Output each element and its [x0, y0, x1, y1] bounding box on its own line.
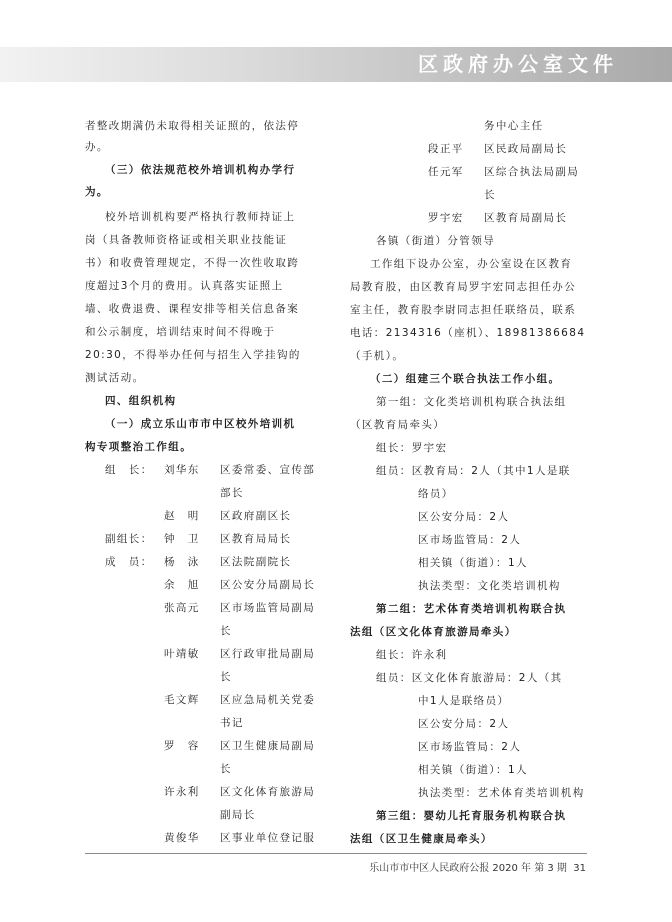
left-text-line: 墙、收费退费、课程安排等相关信息备案 [85, 303, 300, 315]
member-title: 长 [220, 763, 232, 775]
member-title: 区民政局副局长 [484, 143, 568, 155]
member-title: 部长 [220, 487, 244, 499]
header-title: 区政府办公室文件 [418, 52, 618, 76]
role-label: 副组长： [105, 533, 153, 545]
role-label: 组 长： [105, 464, 153, 476]
role-label: 成 员： [105, 556, 153, 568]
member-name: 罗宇宏 [428, 212, 464, 224]
footer-text: 乐山市市中区人民政府公报 2020 年 第 3 期 31 [369, 863, 586, 874]
section-heading: 为。 [85, 186, 109, 198]
right-text-line: 相关镇（街道）：1人 [418, 557, 528, 569]
right-text-line: 电话：2134316（座机）、18981386684 [350, 327, 586, 339]
member-title: 书记 [220, 717, 244, 729]
right-text-line: 区公安分局：2人 [418, 511, 510, 523]
member-title: 区应急局机关党委 [220, 694, 316, 706]
member-title: 长 [220, 625, 232, 637]
section-heading: （三）依法规范校外培训机构办学行 [105, 164, 296, 176]
member-title: 区文化体育旅游局 [220, 786, 316, 798]
section-heading: 四、组织机构 [105, 395, 177, 407]
member-name: 张高元 [164, 602, 200, 614]
section-heading: 第二组：艺术体育类培训机构联合执 [376, 603, 567, 615]
member-title: 区教育局副局长 [484, 212, 568, 224]
left-text-line: 测试活动。 [85, 372, 145, 384]
footer-rule [85, 853, 587, 854]
right-text-line: 室主任，教育股李尉同志担任联络员，联系 [350, 304, 577, 316]
section-heading: （二）组建三个联合执法工作小组。 [370, 373, 561, 385]
member-title: 区行政审批局副局 [220, 648, 316, 660]
left-text-line: 20:30，不得举办任何与招生入学挂钩的 [85, 349, 301, 361]
member-name: 段正平 [428, 143, 464, 155]
member-name: 毛文辉 [164, 694, 200, 706]
member-title: 区教育局局长 [220, 533, 292, 545]
right-text-line: 区公安分局：2人 [418, 718, 510, 730]
member-name: 杨 泳 [164, 556, 200, 568]
left-text-line: 和公示制度，培训结束时间不得晚于 [85, 326, 276, 338]
right-text-line: 工作组下设办公室，办公室设在区教育 [370, 258, 573, 270]
right-text-line: 各镇（街道）分管领导 [376, 235, 495, 247]
member-title: 务中心主任 [484, 120, 544, 132]
left-text-line: 校外培训机构要严格执行教师持证上 [105, 211, 296, 223]
member-title: 区综合执法局副局 [484, 166, 580, 178]
right-text-line: 区市场监管局：2人 [418, 741, 522, 753]
section-heading: 法组（区卫生健康局牵头） [350, 833, 493, 845]
member-title: 区公安分局副局长 [220, 579, 316, 591]
left-text-line: 办。 [85, 141, 109, 153]
left-text-line: 书）和收费管理规定，不得一次性收取跨 [85, 257, 300, 269]
section-heading: （一）成立乐山市市中区校外培训机 [105, 418, 296, 430]
right-text-line: （手机）。 [350, 350, 405, 362]
left-text-line: 者整改期满仍未取得相关证照的，依法停 [85, 120, 300, 132]
member-title: 区法院副院长 [220, 556, 292, 568]
member-name: 叶靖敏 [164, 648, 200, 660]
member-name: 钟 卫 [164, 533, 200, 545]
section-heading: 法组（区文化体育旅游局牵头） [350, 626, 517, 638]
right-text-line: 中1人是联络员） [418, 695, 510, 707]
member-title: 区事业单位登记服 [220, 832, 316, 844]
member-name: 刘华东 [164, 464, 200, 476]
member-name: 任元军 [428, 166, 464, 178]
right-text-line: 局教育股，由区教育局罗宇宏同志担任办公 [350, 281, 577, 293]
member-title: 长 [484, 189, 496, 201]
right-text-line: （区教育局牵头） [350, 419, 446, 431]
member-title: 区卫生健康局副局 [220, 740, 316, 752]
member-title: 长 [220, 671, 232, 683]
member-name: 余 旭 [164, 579, 200, 591]
right-text-line: 第一组：文化类培训机构联合执法组 [376, 396, 567, 408]
right-text-line: 组员：区文化体育旅游局：2人（其 [376, 672, 563, 684]
right-text-line: 相关镇（街道）：1人 [418, 764, 528, 776]
member-name: 赵 明 [164, 510, 200, 522]
right-text-line: 组长：罗宇宏 [376, 442, 448, 454]
right-text-line: 组员：区教育局：2人（其中1人是联 [376, 465, 571, 477]
member-title: 副局长 [220, 809, 256, 821]
right-text-line: 执法类型：艺术体育类培训机构 [418, 787, 585, 799]
right-text-line: 络员） [418, 488, 454, 500]
member-title: 区委常委、宣传部 [220, 464, 316, 476]
section-heading: 第三组：婴幼儿托育服务机构联合执 [376, 810, 567, 822]
right-text-line: 区市场监管局：2人 [418, 534, 522, 546]
section-heading: 构专项整治工作组。 [85, 441, 193, 453]
right-text-line: 执法类型：文化类培训机构 [418, 580, 561, 592]
left-text-line: 度超过3个月的费用。认真落实证照上 [85, 280, 284, 292]
member-title: 区政府副区长 [220, 510, 292, 522]
right-text-line: 组长：许永利 [376, 649, 448, 661]
member-name: 罗 容 [164, 740, 200, 752]
member-name: 黄俊华 [164, 832, 200, 844]
member-title: 区市场监管局副局 [220, 602, 316, 614]
left-text-line: 岗（具备教师资格证或相关职业技能证 [85, 234, 288, 246]
member-name: 许永利 [164, 786, 200, 798]
